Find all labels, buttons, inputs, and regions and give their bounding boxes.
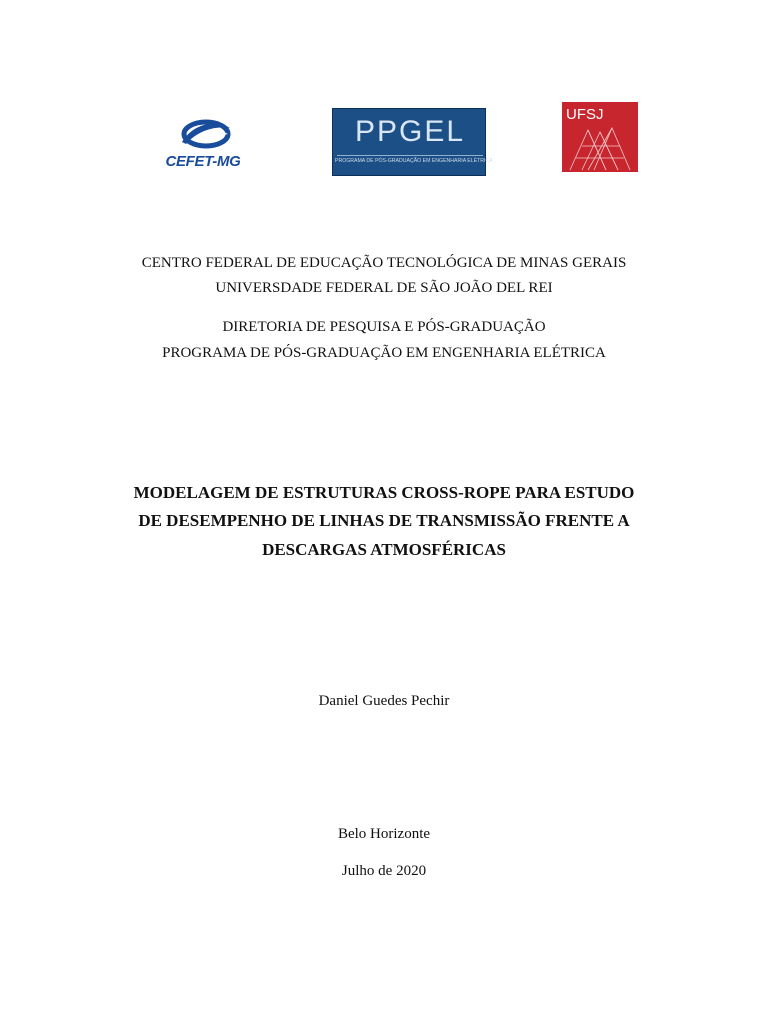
cefet-swoosh-icon bbox=[160, 116, 246, 156]
cefet-mg-logo bbox=[160, 116, 246, 174]
program-line-1: DIRETORIA DE PESQUISA E PÓS-GRADUAÇÃO bbox=[222, 319, 546, 335]
thesis-title-line-2: DE DESEMPENHO DE LINHAS DE TRANSMISSÃO FRENTE A bbox=[138, 511, 630, 530]
program-line-2: PROGRAMA DE PÓS-GRADUAÇÃO EM ENGENHARIA ELÉTRICA bbox=[162, 345, 606, 361]
institution-line-1: CENTRO FEDERAL DE EDUCAÇÃO TECNOLÓGICA DE MINAS GERAIS bbox=[141, 255, 627, 271]
ufsj-logo-text: UFSJ bbox=[566, 106, 604, 123]
ppgel-divider bbox=[337, 155, 483, 156]
location: Belo Horizonte bbox=[337, 826, 431, 842]
ufsj-logo bbox=[562, 102, 638, 172]
thesis-title-line-3: DESCARGAS ATMOSFÉRICAS bbox=[262, 540, 506, 559]
author-name: Daniel Guedes Pechir bbox=[318, 693, 450, 709]
thesis-title-line-1: MODELAGEM DE ESTRUTURAS CROSS-ROPE PARA ESTUDO bbox=[133, 483, 635, 502]
ppgel-logo-text: PPGEL bbox=[354, 115, 466, 148]
date: Julho de 2020 bbox=[341, 863, 427, 879]
cefet-logo-text: CEFET-MG bbox=[165, 153, 241, 170]
ppgel-logo-subtitle: PROGRAMA DE PÓS-GRADUAÇÃO EM ENGENHARIA ELÉTRICA bbox=[335, 158, 493, 164]
ppgel-logo bbox=[332, 108, 493, 176]
institution-line-2: UNIVERSDADE FEDERAL DE SÃO JOÃO DEL REI bbox=[215, 280, 553, 296]
